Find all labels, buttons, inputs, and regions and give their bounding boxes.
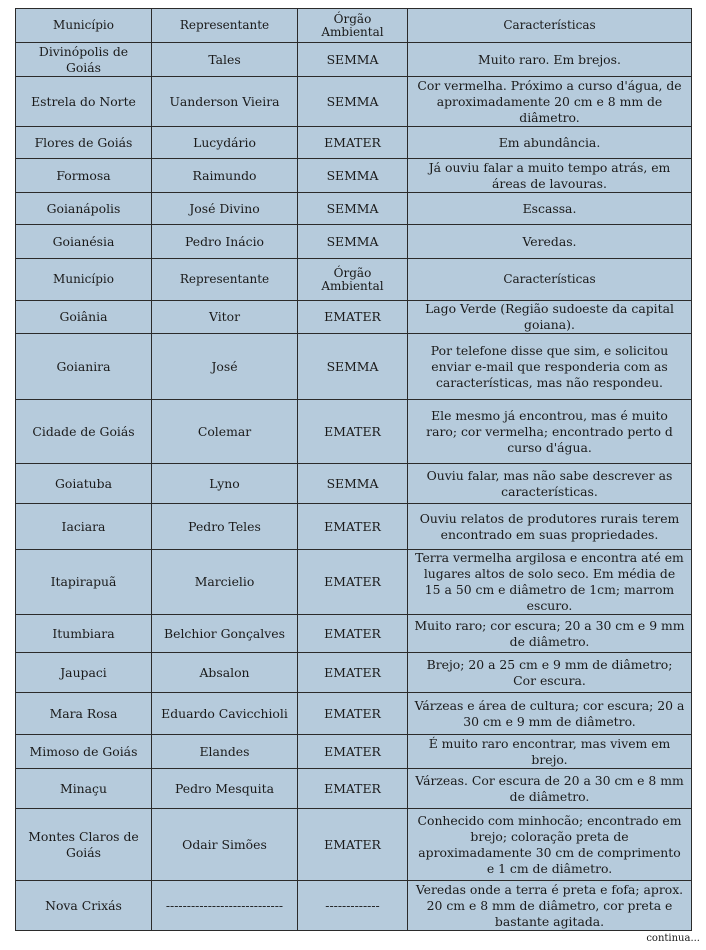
caracteristicas-cell: Brejo; 20 a 25 cm e 9 mm de diâmetro; Cor escura. <box>408 653 692 693</box>
table-row <box>16 400 692 464</box>
caracteristicas-cell: Várzeas e área de cultura; cor escura; 20 a 30 cm e 9 mm de diâmetro. <box>408 693 692 735</box>
table-row <box>16 127 692 159</box>
representante-cell: Raimundo <box>152 159 298 193</box>
municipio-cell: Goiatuba <box>16 464 152 504</box>
table-row <box>16 550 692 615</box>
caracteristicas-cell: Veredas. <box>408 225 692 259</box>
header-cell: Órgão Ambiental <box>298 9 408 43</box>
header-cell: Município <box>16 9 152 43</box>
representante-cell: Pedro Mesquita <box>152 769 298 809</box>
municipio-cell: Mimoso de Goiás <box>16 735 152 769</box>
representante-cell: José <box>152 334 298 400</box>
table-row <box>16 693 692 735</box>
table-header-row <box>16 9 692 43</box>
municipio-cell: Cidade de Goiás <box>16 400 152 464</box>
table-row <box>16 881 692 931</box>
table-row <box>16 301 692 334</box>
municipio-cell: Montes Claros de Goiás <box>16 809 152 881</box>
caracteristicas-cell: Lago Verde (Região sudoeste da capital goiana). <box>408 301 692 334</box>
municipio-cell: Goianápolis <box>16 193 152 225</box>
caracteristicas-cell: Escassa. <box>408 193 692 225</box>
municipios-table <box>15 8 692 931</box>
table-row <box>16 769 692 809</box>
caracteristicas-cell: Por telefone disse que sim, e solicitou enviar e-mail que responderia com as características, mas não respondeu. <box>408 334 692 400</box>
representante-cell: Uanderson Vieira <box>152 77 298 127</box>
representante-cell: Odair Simões <box>152 809 298 881</box>
header-cell: Representante <box>152 259 298 301</box>
representante-cell: Pedro Inácio <box>152 225 298 259</box>
table-row <box>16 504 692 550</box>
orgao-cell: EMATER <box>298 653 408 693</box>
orgao-cell: ------------- <box>298 881 408 931</box>
orgao-cell: EMATER <box>298 504 408 550</box>
municipio-cell: Nova Crixás <box>16 881 152 931</box>
representante-cell: Elandes <box>152 735 298 769</box>
municipio-cell: Minaçu <box>16 769 152 809</box>
representante-cell: Belchior Gonçalves <box>152 615 298 653</box>
caracteristicas-cell: Ouviu falar, mas não sabe descrever as características. <box>408 464 692 504</box>
header-cell: Município <box>16 259 152 301</box>
representante-cell: José Divino <box>152 193 298 225</box>
caracteristicas-cell: Cor vermelha. Próximo a curso d'água, de aproximadamente 20 cm e 8 mm de diâmetro. <box>408 77 692 127</box>
continua-note: continua... <box>646 933 700 944</box>
orgao-cell: EMATER <box>298 735 408 769</box>
table-header-row <box>16 259 692 301</box>
representante-cell: Tales <box>152 43 298 77</box>
orgao-cell: EMATER <box>298 769 408 809</box>
caracteristicas-cell: Ouviu relatos de produtores rurais terem encontrado em suas propriedades. <box>408 504 692 550</box>
table-row <box>16 615 692 653</box>
table-row <box>16 735 692 769</box>
orgao-cell: SEMMA <box>298 159 408 193</box>
caracteristicas-cell: Ele mesmo já encontrou, mas é muito raro; cor vermelha; encontrado perto d curso d'água. <box>408 400 692 464</box>
municipio-cell: Estrela do Norte <box>16 77 152 127</box>
table-row <box>16 809 692 881</box>
table-row <box>16 225 692 259</box>
representante-cell: ---------------------------- <box>152 881 298 931</box>
representante-cell: Vitor <box>152 301 298 334</box>
table-row <box>16 159 692 193</box>
representante-cell: Absalon <box>152 653 298 693</box>
orgao-cell: EMATER <box>298 127 408 159</box>
table-row <box>16 43 692 77</box>
orgao-cell: EMATER <box>298 400 408 464</box>
municipio-cell: Divinópolis de Goiás <box>16 43 152 77</box>
table-row <box>16 334 692 400</box>
caracteristicas-cell: Já ouviu falar a muito tempo atrás, em áreas de lavouras. <box>408 159 692 193</box>
table-row <box>16 653 692 693</box>
caracteristicas-cell: Veredas onde a terra é preta e fofa; aprox. 20 cm e 8 mm de diâmetro, cor preta e bastante agitada. <box>408 881 692 931</box>
orgao-cell: EMATER <box>298 550 408 615</box>
orgao-cell: SEMMA <box>298 77 408 127</box>
representante-cell: Eduardo Cavicchioli <box>152 693 298 735</box>
representante-cell: Colemar <box>152 400 298 464</box>
orgao-cell: EMATER <box>298 809 408 881</box>
table-row <box>16 464 692 504</box>
representante-cell: Lucydário <box>152 127 298 159</box>
municipio-cell: Jaupaci <box>16 653 152 693</box>
header-cell: Órgão Ambiental <box>298 259 408 301</box>
municipio-cell: Goianira <box>16 334 152 400</box>
caracteristicas-cell: Muito raro. Em brejos. <box>408 43 692 77</box>
municipio-cell: Goianésia <box>16 225 152 259</box>
orgao-cell: SEMMA <box>298 464 408 504</box>
table-row <box>16 77 692 127</box>
orgao-cell: EMATER <box>298 693 408 735</box>
header-cell: Características <box>408 259 692 301</box>
municipio-cell: Itumbiara <box>16 615 152 653</box>
municipio-cell: Iaciara <box>16 504 152 550</box>
caracteristicas-cell: Em abundância. <box>408 127 692 159</box>
municipio-cell: Mara Rosa <box>16 693 152 735</box>
table-row <box>16 193 692 225</box>
header-cell: Representante <box>152 9 298 43</box>
caracteristicas-cell: Muito raro; cor escura; 20 a 30 cm e 9 mm de diâmetro. <box>408 615 692 653</box>
orgao-cell: SEMMA <box>298 334 408 400</box>
municipio-cell: Formosa <box>16 159 152 193</box>
orgao-cell: EMATER <box>298 615 408 653</box>
orgao-cell: SEMMA <box>298 43 408 77</box>
header-cell: Características <box>408 9 692 43</box>
orgao-cell: SEMMA <box>298 193 408 225</box>
municipio-cell: Flores de Goiás <box>16 127 152 159</box>
representante-cell: Pedro Teles <box>152 504 298 550</box>
caracteristicas-cell: Terra vermelha argilosa e encontra até em lugares altos de solo seco. Em média de 15 a 50 cm e diâmetro de 1cm; marrom escuro. <box>408 550 692 615</box>
caracteristicas-cell: Várzeas. Cor escura de 20 a 30 cm e 8 mm de diâmetro. <box>408 769 692 809</box>
caracteristicas-cell: É muito raro encontrar, mas vivem em brejo. <box>408 735 692 769</box>
municipio-cell: Goiânia <box>16 301 152 334</box>
orgao-cell: SEMMA <box>298 225 408 259</box>
representante-cell: Marcielio <box>152 550 298 615</box>
orgao-cell: EMATER <box>298 301 408 334</box>
municipio-cell: Itapirapuã <box>16 550 152 615</box>
caracteristicas-cell: Conhecido com minhocão; encontrado em brejo; coloração preta de aproximadamente 30 cm de comprimento e 1 cm de diâmetro. <box>408 809 692 881</box>
representante-cell: Lyno <box>152 464 298 504</box>
